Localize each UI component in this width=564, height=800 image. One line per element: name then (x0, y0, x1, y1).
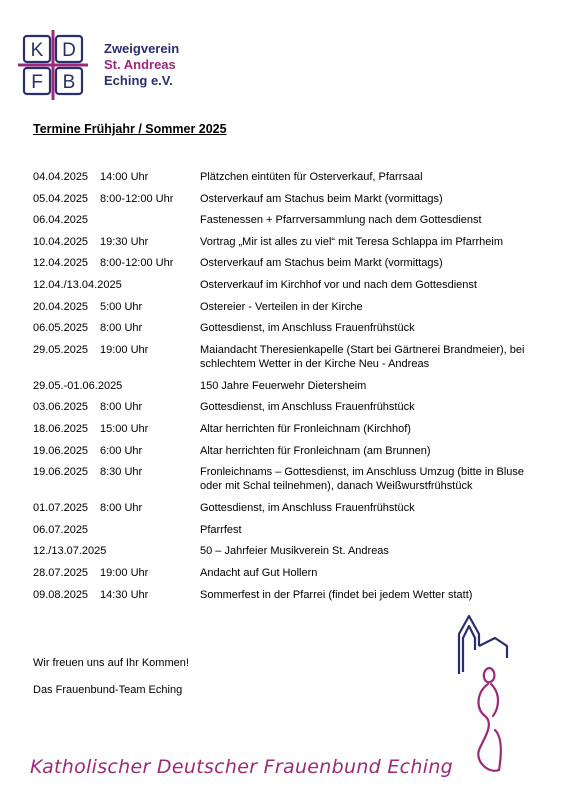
event-date: 06.05.2025 (33, 322, 89, 335)
event-row (33, 213, 533, 227)
event-time: 8:00-12:00 Uhr (100, 192, 174, 205)
event-row (33, 278, 533, 292)
event-date: 05.04.2025 (33, 192, 89, 205)
event-description: Gottesdienst, im Anschluss Frauenfrühstück (200, 502, 415, 515)
event-description: Osterverkauf im Kirchhof vor und nach dem Gottesdienst (200, 278, 477, 291)
closing-text (33, 656, 189, 697)
event-description: Gottesdienst, im Anschluss Frauenfrühstück (200, 401, 415, 414)
event-description: Fronleichnams – Gottesdienst, im Anschluss Umzug (bitte in Bluse oder mit Schal teilnehmen), danach Weißwurstfrühstück (200, 466, 525, 493)
event-time: 19:30 Uhr (100, 235, 149, 248)
event-row (33, 544, 533, 558)
event-description: Altar herrichten für Fronleichnam (am Brunnen) (200, 444, 431, 457)
event-row (33, 400, 533, 414)
event-description: 150 Jahre Feuerwehr Dietersheim (200, 379, 367, 392)
event-row (33, 422, 533, 436)
event-row (33, 465, 533, 493)
event-time: 14:00 Uhr (100, 171, 149, 183)
event-date: 29.05.-01.06.2025 (33, 379, 123, 392)
event-date: 28.07.2025 (33, 566, 89, 579)
event-description: Fastenessen + Pfarrversammlung nach dem Gottesdienst (200, 214, 482, 227)
event-row (33, 343, 533, 371)
logo-letter-b: B (62, 72, 76, 93)
event-time: 19:00 Uhr (100, 566, 149, 579)
event-date: 20.04.2025 (33, 300, 89, 313)
event-row (33, 256, 533, 270)
event-description: Osterverkauf am Stachus beim Markt (vormittags) (200, 192, 443, 205)
event-description: 50 – Jahrfeier Musikverein St. Andreas (200, 545, 389, 558)
page-title: Termine Frühjahr / Sommer 2025 (33, 122, 227, 136)
event-description: Pfarrfest (200, 523, 242, 536)
org-line-1: Zweigverein (104, 41, 180, 56)
organization-name (104, 41, 179, 89)
event-date: 19.06.2025 (33, 444, 89, 457)
event-row (33, 588, 533, 602)
event-date: 10.04.2025 (33, 235, 89, 248)
event-date: 01.07.2025 (33, 502, 89, 515)
event-row (33, 379, 533, 393)
church-figure-decoration (455, 612, 515, 777)
event-date: 12./13.07.2025 (33, 545, 107, 558)
event-date: 29.05.2025 (33, 343, 89, 356)
event-description: Osterverkauf am Stachus beim Markt (vormittags) (200, 257, 443, 270)
event-time: 8:30 Uhr (100, 466, 143, 479)
event-date: 12.04.2025 (33, 257, 89, 270)
event-time: 14:30 Uhr (100, 588, 149, 601)
church-outline-icon (459, 616, 507, 674)
event-description: Altar herrichten für Fronleichnam (Kirchhof) (200, 422, 411, 435)
events-list (33, 170, 533, 609)
org-line-2: St. Andreas (104, 57, 176, 72)
event-row (33, 523, 533, 537)
event-row (33, 501, 533, 515)
event-date: 18.06.2025 (33, 422, 89, 435)
event-row (33, 192, 533, 206)
event-row (33, 170, 533, 184)
event-time: 19:00 Uhr (100, 343, 149, 356)
event-row (33, 566, 533, 580)
event-description: Sommerfest in der Pfarrei (findet bei jedem Wetter statt) (200, 588, 473, 601)
event-description: Maiandacht Theresienkapelle (Start bei Gärtnerei Brandmeier), bei schlechtem Wetter in der Kirche Neu - Andreas (200, 343, 525, 370)
closing-greeting: Wir freuen uns auf Ihr Kommen! (33, 657, 189, 669)
closing-signature: Das Frauenbund-Team Eching (33, 684, 183, 696)
event-description: Gottesdienst, im Anschluss Frauenfrühstück (200, 322, 415, 335)
event-date: 04.04.2025 (33, 171, 89, 183)
event-description: Plätzchen eintüten für Osterverkauf, Pfarrsaal (200, 171, 423, 183)
event-time: 5:00 Uhr (100, 300, 143, 313)
logo-letter-d: D (62, 40, 76, 61)
event-description: Ostereier - Verteilen in der Kirche (200, 300, 363, 313)
event-time: 8:00 Uhr (100, 401, 143, 414)
event-time: 8:00 Uhr (100, 322, 143, 335)
event-date: 06.07.2025 (33, 523, 89, 536)
event-row (33, 300, 533, 314)
event-date: 12.04./13.04.2025 (33, 278, 122, 291)
event-time: 6:00 Uhr (100, 444, 143, 457)
logo-letter-k: K (30, 40, 44, 61)
event-description: Andacht auf Gut Hollern (200, 566, 318, 579)
event-description: Vortrag „Mir ist alles zu viel“ mit Teresa Schlappa im Pfarrheim (200, 235, 504, 248)
logo-letter-f: F (31, 72, 43, 93)
footer-organization: Katholischer Deutscher Frauenbund Eching (30, 756, 454, 778)
event-date: 19.06.2025 (33, 466, 89, 479)
event-time: 15:00 Uhr (100, 422, 149, 435)
event-date: 06.04.2025 (33, 214, 89, 227)
event-row (33, 444, 533, 458)
event-row (33, 321, 533, 335)
woman-figure-icon (478, 668, 500, 771)
event-date: 09.08.2025 (33, 588, 89, 601)
kdfb-logo (18, 30, 88, 100)
event-time: 8:00-12:00 Uhr (100, 257, 174, 270)
event-time: 8:00 Uhr (100, 502, 143, 515)
org-line-3: Eching e.V. (104, 73, 173, 88)
event-row (33, 235, 533, 249)
event-date: 03.06.2025 (33, 401, 89, 414)
